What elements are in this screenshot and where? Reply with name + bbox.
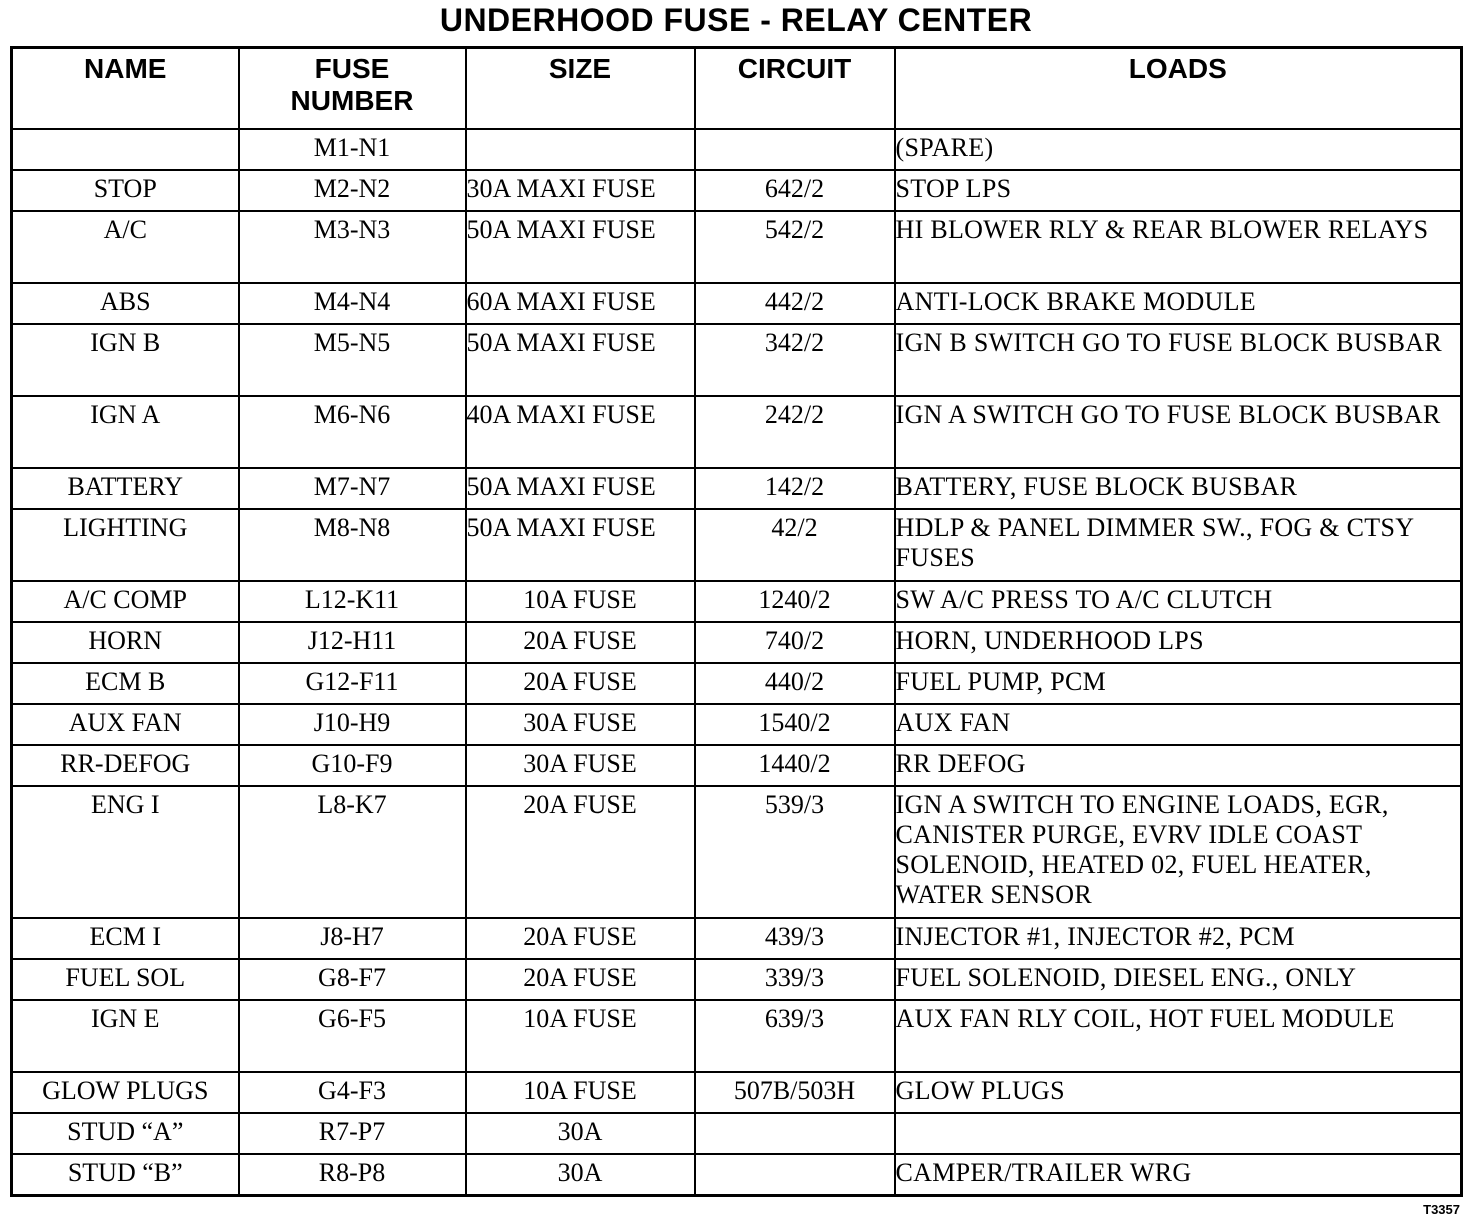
- cell-fuse-number: M2-N2: [239, 170, 466, 211]
- cell-circuit: 740/2: [695, 622, 895, 663]
- cell-size: 40A MAXI FUSE: [466, 396, 695, 468]
- cell-fuse-number: L8-K7: [239, 786, 466, 918]
- cell-name: STOP: [12, 170, 239, 211]
- cell-loads: RR DEFOG: [895, 745, 1462, 786]
- cell-name: ECM B: [12, 663, 239, 704]
- cell-name: IGN A: [12, 396, 239, 468]
- cell-circuit: 442/2: [695, 283, 895, 324]
- cell-name: HORN: [12, 622, 239, 663]
- cell-loads: IGN B SWITCH GO TO FUSE BLOCK BUSBAR: [895, 324, 1462, 396]
- cell-loads: CAMPER/TRAILER WRG: [895, 1154, 1462, 1195]
- cell-size: 30A: [466, 1113, 695, 1154]
- cell-fuse-number: M7-N7: [239, 468, 466, 509]
- cell-loads: FUEL PUMP, PCM: [895, 663, 1462, 704]
- cell-size: [466, 129, 695, 170]
- cell-size: 20A FUSE: [466, 622, 695, 663]
- cell-fuse-number: M5-N5: [239, 324, 466, 396]
- cell-name: STUD “B”: [12, 1154, 239, 1195]
- cell-name: FUEL SOL: [12, 959, 239, 1000]
- cell-size: 30A FUSE: [466, 704, 695, 745]
- cell-loads: (SPARE): [895, 129, 1462, 170]
- column-header-loads: LOADS: [895, 48, 1462, 130]
- cell-circuit: 539/3: [695, 786, 895, 918]
- cell-name: A/C: [12, 211, 239, 283]
- cell-circuit: 642/2: [695, 170, 895, 211]
- table-row: [12, 1113, 1462, 1154]
- page-title: UNDERHOOD FUSE - RELAY CENTER: [439, 2, 1033, 38]
- cell-name: GLOW PLUGS: [12, 1072, 239, 1113]
- cell-name: ECM I: [12, 918, 239, 959]
- cell-fuse-number: G4-F3: [239, 1072, 466, 1113]
- cell-size: 10A FUSE: [466, 1072, 695, 1113]
- cell-circuit: 142/2: [695, 468, 895, 509]
- cell-fuse-number: M3-N3: [239, 211, 466, 283]
- cell-size: 50A MAXI FUSE: [466, 468, 695, 509]
- cell-fuse-number: G6-F5: [239, 1000, 466, 1072]
- cell-loads: AUX FAN: [895, 704, 1462, 745]
- cell-circuit: 339/3: [695, 959, 895, 1000]
- cell-fuse-number: M6-N6: [239, 396, 466, 468]
- table-row: [12, 745, 1462, 786]
- table-row: [12, 959, 1462, 1000]
- table-row: [12, 786, 1462, 918]
- cell-name: STUD “A”: [12, 1113, 239, 1154]
- cell-loads: GLOW PLUGS: [895, 1072, 1462, 1113]
- cell-circuit: 1440/2: [695, 745, 895, 786]
- cell-name: IGN B: [12, 324, 239, 396]
- cell-size: 10A FUSE: [466, 1000, 695, 1072]
- cell-circuit: 1240/2: [695, 581, 895, 622]
- cell-name: LIGHTING: [12, 509, 239, 581]
- cell-loads: BATTERY, FUSE BLOCK BUSBAR: [895, 468, 1462, 509]
- column-header-circuit: CIRCUIT: [695, 48, 895, 130]
- cell-circuit: 639/3: [695, 1000, 895, 1072]
- cell-fuse-number: J12-H11: [239, 622, 466, 663]
- cell-fuse-number: G10-F9: [239, 745, 466, 786]
- cell-size: 50A MAXI FUSE: [466, 211, 695, 283]
- cell-name: IGN E: [12, 1000, 239, 1072]
- table-row: [12, 1154, 1462, 1195]
- column-header-fuse-number: [239, 48, 466, 130]
- cell-size: 20A FUSE: [466, 663, 695, 704]
- cell-size: 30A MAXI FUSE: [466, 170, 695, 211]
- cell-name: BATTERY: [12, 468, 239, 509]
- cell-loads: HI BLOWER RLY & REAR BLOWER RELAYS: [895, 211, 1462, 283]
- table-row: [12, 704, 1462, 745]
- cell-loads: SW A/C PRESS TO A/C CLUTCH: [895, 581, 1462, 622]
- cell-fuse-number: M8-N8: [239, 509, 466, 581]
- cell-size: 20A FUSE: [466, 959, 695, 1000]
- cell-fuse-number: G12-F11: [239, 663, 466, 704]
- cell-size: 50A MAXI FUSE: [466, 324, 695, 396]
- table-row: [12, 918, 1462, 959]
- cell-loads: HDLP & PANEL DIMMER SW., FOG & CTSY FUSES: [895, 509, 1462, 581]
- cell-name: AUX FAN: [12, 704, 239, 745]
- cell-size: 30A: [466, 1154, 695, 1195]
- figure-code: T3357: [1423, 1202, 1460, 1217]
- cell-fuse-number: J10-H9: [239, 704, 466, 745]
- fuse-table: [10, 46, 1463, 1197]
- cell-loads: IGN A SWITCH TO ENGINE LOADS, EGR, CANISTER PURGE, EVRV IDLE COAST SOLENOID, HEATED 02, FUEL HEATER, WATER SENSOR: [895, 786, 1462, 918]
- cell-circuit: 542/2: [695, 211, 895, 283]
- cell-name: ENG I: [12, 786, 239, 918]
- cell-name: [12, 129, 239, 170]
- cell-circuit: 440/2: [695, 663, 895, 704]
- cell-fuse-number: R7-P7: [239, 1113, 466, 1154]
- table-row: [12, 283, 1462, 324]
- cell-circuit: [695, 1113, 895, 1154]
- cell-circuit: 1540/2: [695, 704, 895, 745]
- cell-name: A/C COMP: [12, 581, 239, 622]
- cell-loads: [895, 1113, 1462, 1154]
- table-row: [12, 663, 1462, 704]
- table-row: [12, 211, 1462, 283]
- table-row: [12, 622, 1462, 663]
- cell-circuit: [695, 129, 895, 170]
- cell-fuse-number: G8-F7: [239, 959, 466, 1000]
- column-header-fuse-number-line2: NUMBER: [290, 85, 414, 116]
- table-header-row: [12, 48, 1462, 130]
- cell-circuit: 507B/503H: [695, 1072, 895, 1113]
- table-row: [12, 324, 1462, 396]
- table-row: [12, 396, 1462, 468]
- column-header-size: SIZE: [466, 48, 695, 130]
- cell-fuse-number: R8-P8: [239, 1154, 466, 1195]
- table-row: [12, 468, 1462, 509]
- table-row: [12, 170, 1462, 211]
- cell-fuse-number: M4-N4: [239, 283, 466, 324]
- table-row: [12, 509, 1462, 581]
- cell-loads: HORN, UNDERHOOD LPS: [895, 622, 1462, 663]
- cell-circuit: 342/2: [695, 324, 895, 396]
- cell-size: 50A MAXI FUSE: [466, 509, 695, 581]
- cell-circuit: 42/2: [695, 509, 895, 581]
- cell-loads: INJECTOR #1, INJECTOR #2, PCM: [895, 918, 1462, 959]
- cell-circuit: 242/2: [695, 396, 895, 468]
- cell-fuse-number: L12-K11: [239, 581, 466, 622]
- cell-fuse-number: J8-H7: [239, 918, 466, 959]
- cell-size: 30A FUSE: [466, 745, 695, 786]
- column-header-name: NAME: [12, 48, 239, 130]
- cell-loads: ANTI-LOCK BRAKE MODULE: [895, 283, 1462, 324]
- cell-loads: IGN A SWITCH GO TO FUSE BLOCK BUSBAR: [895, 396, 1462, 468]
- table-row: [12, 1072, 1462, 1113]
- cell-loads: FUEL SOLENOID, DIESEL ENG., ONLY: [895, 959, 1462, 1000]
- cell-name: RR-DEFOG: [12, 745, 239, 786]
- cell-circuit: [695, 1154, 895, 1195]
- cell-fuse-number: M1-N1: [239, 129, 466, 170]
- cell-name: ABS: [12, 283, 239, 324]
- cell-size: 60A MAXI FUSE: [466, 283, 695, 324]
- table-row: [12, 129, 1462, 170]
- table-row: [12, 1000, 1462, 1072]
- column-header-fuse-number-line1: FUSE: [314, 53, 390, 84]
- cell-loads: STOP LPS: [895, 170, 1462, 211]
- table-row: [12, 581, 1462, 622]
- cell-size: 20A FUSE: [466, 918, 695, 959]
- cell-circuit: 439/3: [695, 918, 895, 959]
- cell-loads: AUX FAN RLY COIL, HOT FUEL MODULE: [895, 1000, 1462, 1072]
- cell-size: 10A FUSE: [466, 581, 695, 622]
- cell-size: 20A FUSE: [466, 786, 695, 918]
